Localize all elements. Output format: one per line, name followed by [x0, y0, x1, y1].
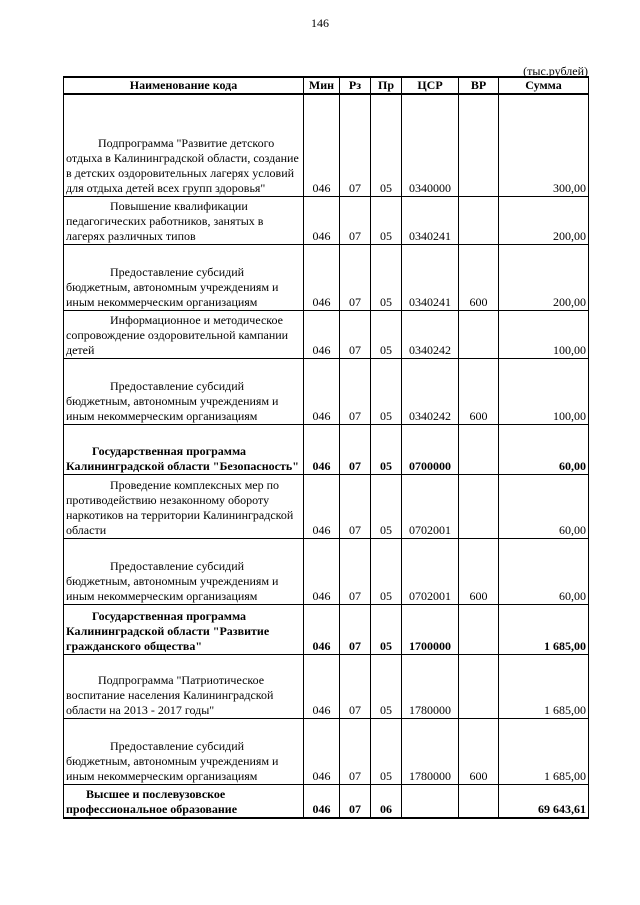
table-header-row [64, 77, 589, 94]
row-name: Предоставление субсидий бюджетным, автономным учреждениям и иным некоммерческим организациям [64, 358, 304, 424]
table-row [64, 784, 589, 818]
row-csr: 0702001 [402, 538, 459, 604]
row-csr: 0340242 [402, 358, 459, 424]
table-row [64, 196, 589, 244]
row-name: Повышение квалификации педагогических работников, занятых в лагерях различных типов [64, 196, 304, 244]
row-sum: 200,00 [499, 244, 589, 310]
row-pr: 05 [371, 474, 402, 538]
row-csr: 1700000 [402, 604, 459, 654]
row-sum: 1 685,00 [499, 654, 589, 718]
row-name: Подпрограмма "Патриотическое воспитание населения Калининградской области на 2013 - 2017 годы" [64, 654, 304, 718]
header-name: Наименование кода [64, 77, 304, 94]
table-row [64, 424, 589, 474]
row-sum: 60,00 [499, 474, 589, 538]
row-name: Государственная программа Калининградской области "Развитие гражданского общества" [64, 604, 304, 654]
row-rz: 07 [340, 538, 371, 604]
table-row [64, 94, 589, 196]
row-pr: 05 [371, 604, 402, 654]
row-min: 046 [304, 244, 340, 310]
row-name: Государственная программа Калининградской области "Безопасность" [64, 424, 304, 474]
row-pr: 05 [371, 358, 402, 424]
row-rz: 07 [340, 244, 371, 310]
row-csr: 0702001 [402, 474, 459, 538]
row-vr [459, 310, 499, 358]
row-vr: 600 [459, 358, 499, 424]
row-rz: 07 [340, 718, 371, 784]
row-min: 046 [304, 604, 340, 654]
row-min: 046 [304, 654, 340, 718]
row-rz: 07 [340, 310, 371, 358]
row-pr: 05 [371, 538, 402, 604]
row-pr: 05 [371, 424, 402, 474]
row-name: Предоставление субсидий бюджетным, автономным учреждениям и иным некоммерческим организациям [64, 718, 304, 784]
row-name: Предоставление субсидий бюджетным, автономным учреждениям и иным некоммерческим организациям [64, 244, 304, 310]
row-min: 046 [304, 196, 340, 244]
row-csr: 1780000 [402, 654, 459, 718]
row-min: 046 [304, 784, 340, 818]
row-name: Предоставление субсидий бюджетным, автономным учреждениям и иным некоммерческим организациям [64, 538, 304, 604]
table-row [64, 474, 589, 538]
table-row [64, 604, 589, 654]
table-row [64, 718, 589, 784]
row-pr: 05 [371, 196, 402, 244]
row-sum: 200,00 [499, 196, 589, 244]
header-sum: Сумма [499, 77, 589, 94]
row-min: 046 [304, 310, 340, 358]
row-sum: 100,00 [499, 358, 589, 424]
row-sum: 1 685,00 [499, 718, 589, 784]
row-vr [459, 474, 499, 538]
header-min: Мин [304, 77, 340, 94]
row-pr: 05 [371, 654, 402, 718]
row-rz: 07 [340, 424, 371, 474]
row-sum: 69 643,61 [499, 784, 589, 818]
row-pr: 05 [371, 310, 402, 358]
row-csr: 0340241 [402, 196, 459, 244]
row-name: Высшее и послевузовское профессиональное образование [64, 784, 304, 818]
row-vr: 600 [459, 718, 499, 784]
row-csr: 0700000 [402, 424, 459, 474]
row-rz: 07 [340, 604, 371, 654]
row-csr [402, 784, 459, 818]
row-sum: 60,00 [499, 424, 589, 474]
row-sum: 60,00 [499, 538, 589, 604]
table-row [64, 244, 589, 310]
header-rz: Рз [340, 77, 371, 94]
row-sum: 1 685,00 [499, 604, 589, 654]
table-row [64, 538, 589, 604]
row-csr: 0340241 [402, 244, 459, 310]
row-min: 046 [304, 358, 340, 424]
row-pr: 05 [371, 94, 402, 196]
row-vr [459, 604, 499, 654]
header-csr: ЦСР [402, 77, 459, 94]
row-vr [459, 94, 499, 196]
header-pr: Пр [371, 77, 402, 94]
row-min: 046 [304, 424, 340, 474]
row-vr: 600 [459, 244, 499, 310]
row-name: Подпрограмма "Развитие детского отдыха в Калининградской области, создание в детских оздоровительных лагерях условий для отдыха детей всех групп здоровья" [64, 94, 304, 196]
header-vr: ВР [459, 77, 499, 94]
row-sum: 100,00 [499, 310, 589, 358]
row-pr: 05 [371, 718, 402, 784]
row-rz: 07 [340, 358, 371, 424]
row-name: Информационное и методическое сопровождение оздоровительной кампании детей [64, 310, 304, 358]
row-rz: 07 [340, 94, 371, 196]
row-csr: 0340242 [402, 310, 459, 358]
row-csr: 0340000 [402, 94, 459, 196]
page-number: 146 [311, 16, 329, 30]
row-min: 046 [304, 474, 340, 538]
row-min: 046 [304, 538, 340, 604]
row-rz: 07 [340, 196, 371, 244]
row-csr: 1780000 [402, 718, 459, 784]
row-vr: 600 [459, 538, 499, 604]
row-vr [459, 196, 499, 244]
row-rz: 07 [340, 474, 371, 538]
row-pr: 05 [371, 244, 402, 310]
row-min: 046 [304, 718, 340, 784]
row-vr [459, 654, 499, 718]
table-row [64, 310, 589, 358]
row-min: 046 [304, 94, 340, 196]
row-sum: 300,00 [499, 94, 589, 196]
table-row [64, 654, 589, 718]
row-rz: 07 [340, 654, 371, 718]
row-name: Проведение комплексных мер по противодействию незаконному обороту наркотиков на территории Калининградской области [64, 474, 304, 538]
row-rz: 07 [340, 784, 371, 818]
budget-table [63, 76, 589, 819]
table-row [64, 358, 589, 424]
units-label: (тыс.рублей) [523, 64, 588, 78]
row-vr [459, 424, 499, 474]
row-vr [459, 784, 499, 818]
row-pr: 06 [371, 784, 402, 818]
